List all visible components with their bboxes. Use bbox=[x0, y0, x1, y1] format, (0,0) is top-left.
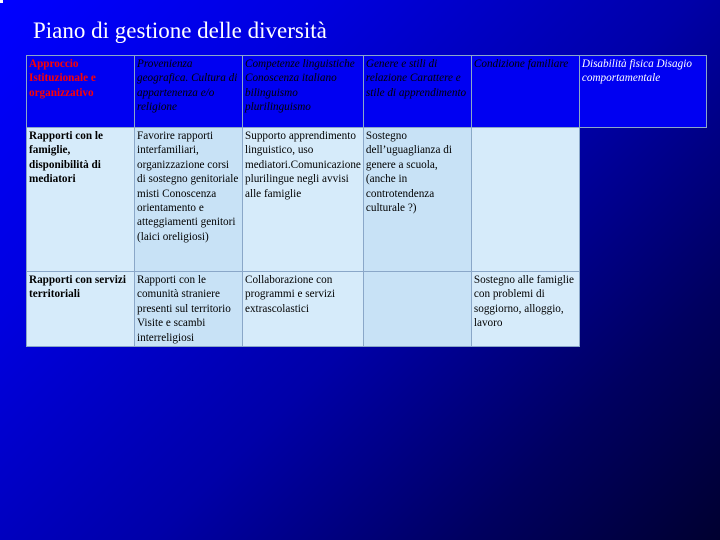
row-label: Rapporti con le famiglie, disponibilità di mediatori bbox=[27, 128, 135, 272]
row-label: Rapporti con servizi territoriali bbox=[27, 272, 135, 347]
diversity-management-table bbox=[26, 55, 707, 347]
corner-mark bbox=[0, 0, 3, 3]
slide-title: Piano di gestione delle diversità bbox=[33, 18, 327, 43]
table-cell: Supporto apprendimento linguistico, uso mediatori.Comunicazione plurilingue negli avvisi alle famiglie bbox=[243, 128, 364, 272]
header-cell-gender: Genere e stili di relazione Carattere e stile di apprendimento bbox=[363, 56, 471, 128]
table-cell: Rapporti con le comunità straniere presenti sul territorio Visite e scambi interreligiosi bbox=[135, 272, 243, 347]
table-cell bbox=[363, 272, 471, 347]
empty-cell bbox=[579, 128, 706, 272]
header-cell-origin: Provenienza geografica. Cultura di appartenenza e/o religione bbox=[135, 56, 243, 128]
table-row bbox=[27, 128, 707, 272]
table-cell: Sostegno alle famiglie con problemi di soggiorno, alloggio, lavoro bbox=[471, 272, 579, 347]
empty-cell bbox=[579, 272, 706, 347]
header-cell-language: Competenze linguistiche Conoscenza italiano bilinguismo plurilinguismo bbox=[243, 56, 364, 128]
table-header-row bbox=[27, 56, 707, 128]
header-cell-family: Condizione familiare bbox=[471, 56, 579, 128]
table-cell: Sostegno dell’uguaglianza di genere a scuola, (anche in controtendenza culturale ?) bbox=[363, 128, 471, 272]
table-cell: Favorire rapporti interfamiliari, organizzazione corsi di sostegno genitoriale misti Conoscenza orientamento e atteggiamenti genitori (laici oreligiosi) bbox=[135, 128, 243, 272]
table-cell bbox=[471, 128, 579, 272]
header-cell-approach: Approccio Istituzionale e organizzativo bbox=[27, 56, 135, 128]
table-row bbox=[27, 272, 707, 347]
table-cell: Collaborazione con programmi e servizi extrascolastici bbox=[243, 272, 364, 347]
header-cell-disability: Disabilità fisica Disagio comportamentale bbox=[579, 56, 706, 128]
